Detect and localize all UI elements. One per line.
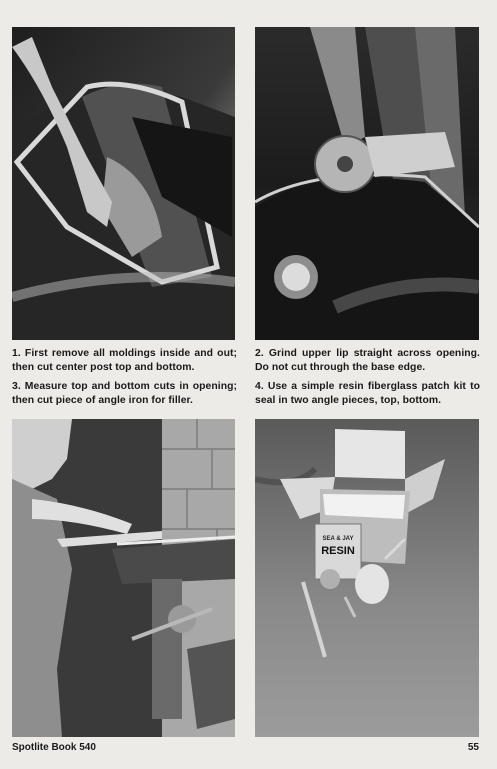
caption-step-2: 2. Grind upper lip straight across opening. Do not cut through the base edge. [255,348,480,373]
photo-cut-angle-iron [12,419,235,737]
footer-page-number: 55 [467,742,479,753]
photo-resin-kit [255,419,479,737]
resin-brand-label: SEA & JAY [322,536,354,542]
resin-product-label: RESIN [321,545,355,557]
caption-step-4: 4. Use a simple resin fiberglass patch kit to seal in two angle pieces, top, bottom. [255,381,480,406]
footer-book-title: Spotlite Book 540 [12,742,96,753]
caption-step-3: 3. Measure top and bottom cuts in opening; then cut piece of angle iron for filler. [12,381,237,406]
photo-grind-lip [255,27,479,340]
caption-step-1: 1. First remove all moldings inside and out; then cut center post top and bottom. [12,348,237,373]
photo-remove-moldings [12,27,235,340]
